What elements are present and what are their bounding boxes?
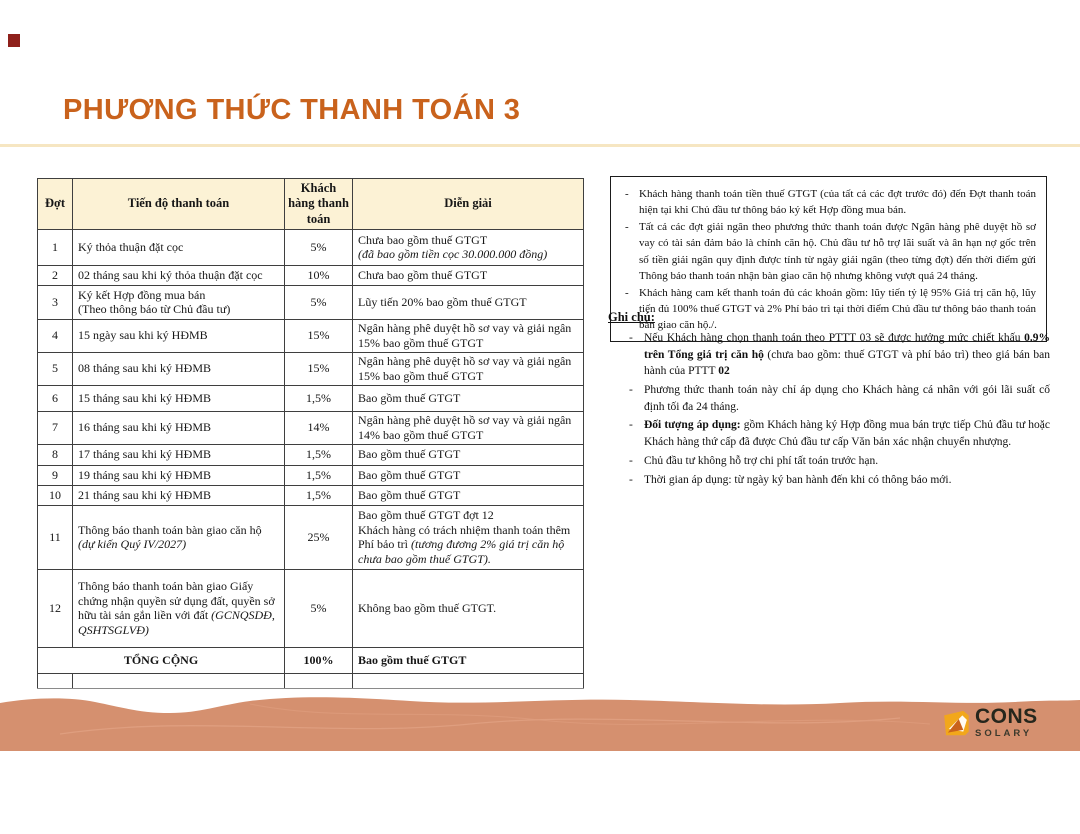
note-item: - Khách hàng cam kết thanh toán đủ các khoản gồm: lũy tiến tỷ lệ 95% Giá trị căn hộ, lũy tiến đủ 100% thuế GTGT và 2% Phí bảo trì tại thời điểm Chủ đầu tư thông báo thanh toán bàn giao căn hộ./.	[617, 285, 1036, 333]
cell-dien-giai: Ngân hàng phê duyệt hồ sơ vay và giải ngân 15% bao gồm thuế GTGT	[353, 319, 584, 352]
header-tien-do: Tiến độ thanh toán	[73, 179, 285, 230]
accent-square	[8, 34, 20, 47]
ghi-chu-section	[608, 308, 1050, 490]
payment-table	[37, 178, 584, 689]
table-row	[38, 505, 584, 569]
ghi-chu-title: Ghi chú:	[608, 310, 655, 324]
page-title: PHƯƠNG THỨC THANH TOÁN 3	[63, 94, 521, 126]
dien-giai-italic: (tương đương 2% giá trị căn hộ chưa bao gồm thuế GTGT).	[358, 537, 565, 566]
ghi-chu-text: Nếu Khách hàng chọn thanh toán theo PTTT 03 sẽ được hưởng mức chiết khấu	[644, 332, 1025, 345]
table-header-row	[38, 179, 584, 230]
cell-dot: 3	[38, 285, 73, 319]
logo-text: CONS	[975, 705, 1038, 728]
cell-percent: 5%	[285, 229, 353, 265]
cell-dien-giai: Ngân hàng phê duyệt hồ sơ vay và giải ngân 14% bao gồm thuế GTGT	[353, 411, 584, 444]
table-row	[38, 285, 584, 319]
logo-text-column	[975, 706, 1038, 739]
ghi-chu-text: (chưa bao gồm: thuế GTGT và phí bảo trì) theo giá bán ban hành của PTTT	[644, 348, 1051, 378]
dien-giai-line1: Bao gồm thuế GTGT đợt 12	[358, 508, 494, 522]
tien-do-text: Thông báo thanh toán bàn giao căn hộ	[78, 522, 262, 537]
logo-subtext: SOLARY	[975, 728, 1033, 739]
table-row	[38, 444, 584, 465]
table-row	[38, 265, 584, 285]
cell-percent: 5%	[285, 285, 353, 319]
cell-percent: 15%	[285, 352, 353, 385]
cell-dien-giai: Lũy tiến 20% bao gồm thuế GTGT	[353, 285, 584, 319]
cell-percent: 25%	[285, 505, 353, 569]
cell-dien-giai: Chưa bao gồm thuế GTGT	[353, 265, 584, 285]
cell-dien-giai: Ngân hàng phê duyệt hồ sơ vay và giải ngân 15% bao gồm thuế GTGT	[353, 352, 584, 385]
cell-tien-do: Ký thỏa thuận đặt cọc	[73, 229, 285, 265]
cell-dien-giai: Bao gồm thuế GTGT	[353, 465, 584, 485]
table-row	[38, 352, 584, 385]
cell-percent: 1,5%	[285, 385, 353, 411]
cell-dot: 4	[38, 319, 73, 352]
cell-dot: 10	[38, 485, 73, 505]
empty-cell	[285, 673, 353, 688]
cell-dien-giai	[353, 505, 584, 569]
cell-percent: 1,5%	[285, 444, 353, 465]
cell-tien-do	[73, 285, 285, 319]
cell-dien-giai: Bao gồm thuế GTGT	[353, 485, 584, 505]
ghi-chu-item: - Phương thức thanh toán này chỉ áp dụng cho Khách hàng cá nhân với gói lãi suất cố định tối đa 24 tháng.	[608, 382, 1050, 415]
total-label: TỔNG CỘNG	[38, 647, 285, 673]
cell-dot: 2	[38, 265, 73, 285]
ghi-chu-bold: 0.9% trên Tổng giá trị căn hộ	[644, 332, 1050, 361]
table-row	[38, 385, 584, 411]
logo-mark-icon	[941, 709, 971, 738]
note-item: - Khách hàng thanh toán tiền thuế GTGT (của tất cả các đợt trước đó) đến Đợt thanh toán hiện tại khi Chủ đầu tư thông báo ký kết Hợp đồng mua bán.	[617, 186, 1036, 218]
tien-do-italic: (GCNQSDĐ, QSHTSGLVĐ)	[78, 608, 275, 637]
cell-tien-do: 16 tháng sau khi ký HĐMB	[73, 411, 285, 444]
ghi-chu-item	[608, 330, 1050, 380]
cell-percent: 15%	[285, 319, 353, 352]
tien-do-italic: (dự kiến Quý IV/2027)	[78, 537, 187, 552]
cell-percent: 10%	[285, 265, 353, 285]
ghi-chu-item: - Chủ đầu tư không hỗ trợ chi phí tất toán trước hạn.	[608, 453, 1050, 470]
cell-dot: 12	[38, 569, 73, 647]
cell-dot: 9	[38, 465, 73, 485]
table-row	[38, 569, 584, 647]
ghi-chu-bold: 02	[718, 365, 730, 378]
cell-tien-do: 08 tháng sau khi ký HĐMB	[73, 352, 285, 385]
cell-dien-giai: Bao gồm thuế GTGT	[353, 444, 584, 465]
cell-tien-do	[73, 569, 285, 647]
table-row	[38, 229, 584, 265]
table-row	[38, 485, 584, 505]
cell-tien-do: 15 ngày sau khi ký HĐMB	[73, 319, 285, 352]
tien-do-line1: Ký kết Hợp đồng mua bán	[78, 287, 206, 302]
ghi-chu-item	[608, 417, 1050, 450]
dien-giai-line2: (đã bao gồm tiền cọc 30.000.000 đồng)	[358, 247, 548, 262]
dien-giai-line1: Chưa bao gồm thuế GTGT	[358, 232, 488, 247]
cell-dot: 1	[38, 229, 73, 265]
cell-percent: 14%	[285, 411, 353, 444]
cell-tien-do: 21 tháng sau khi ký HĐMB	[73, 485, 285, 505]
cell-tien-do: 19 tháng sau khi ký HĐMB	[73, 465, 285, 485]
cell-dot: 6	[38, 385, 73, 411]
cell-dot: 7	[38, 411, 73, 444]
cell-percent: 5%	[285, 569, 353, 647]
table-row	[38, 319, 584, 352]
table-row	[38, 411, 584, 444]
cell-tien-do: 15 tháng sau khi ký HĐMB	[73, 385, 285, 411]
ghi-chu-text: gồm Khách hàng ký Hợp đồng mua bán trực tiếp Chủ đầu tư hoặc Khách hàng thứ cấp đã được Chủ đầu tư cấp Văn bản xác nhận chuyển nhượng.	[644, 419, 1050, 449]
cell-dot: 5	[38, 352, 73, 385]
empty-cell	[38, 673, 73, 688]
empty-cell	[353, 673, 584, 688]
dien-giai-line2	[358, 523, 578, 567]
tien-do-text: Thông báo thanh toán bàn giao Giấy chứng nhận quyền sử dụng đất, quyền sở hữu tài sản gắn liền với đất	[78, 579, 275, 623]
cell-dot: 8	[38, 444, 73, 465]
cell-percent: 1,5%	[285, 465, 353, 485]
cell-dien-giai: Không bao gồm thuế GTGT.	[353, 569, 584, 647]
tien-do-line2: (Theo thông báo từ Chủ đầu tư)	[78, 302, 231, 317]
cell-dot: 11	[38, 505, 73, 569]
empty-cell	[73, 673, 285, 688]
cell-percent: 1,5%	[285, 485, 353, 505]
header-dot: Đợt	[38, 179, 73, 230]
brand-logo	[941, 706, 1041, 752]
total-dien-giai: Bao gồm thuế GTGT	[353, 647, 584, 673]
cell-tien-do	[73, 505, 285, 569]
cell-tien-do: 17 tháng sau khi ký HĐMB	[73, 444, 285, 465]
header-khach-hang: Khách hàng thanh toán	[285, 179, 353, 230]
dien-giai-text: Khách hàng có trách nhiệm thanh toán thêm Phí bảo trì	[358, 522, 571, 552]
cell-dien-giai	[353, 229, 584, 265]
header-dien-giai: Diễn giải	[353, 179, 584, 230]
cell-dien-giai: Bao gồm thuế GTGT	[353, 385, 584, 411]
ghi-chu-item: - Thời gian áp dụng: từ ngày ký ban hành đến khi có thông báo mới.	[608, 472, 1050, 489]
total-percent: 100%	[285, 647, 353, 673]
title-divider	[0, 144, 1080, 147]
cell-tien-do: 02 tháng sau khi ký thỏa thuận đặt cọc	[73, 265, 285, 285]
table-row	[38, 465, 584, 485]
ghi-chu-bold: Đối tượng áp dụng:	[644, 419, 741, 432]
note-item: - Tất cả các đợt giải ngân theo phương thức thanh toán được Ngân hàng phê duyệt hồ sơ vay có tài sản đảm bảo là chính căn hộ. Chủ đầu tư hỗ trợ lãi suất và ân hạn nợ gốc trên số tiền giải ngân quy định được tính từ ngày giải ngân (theo từng đợt) đến thời điểm gửi Thông báo thanh toán nhận bàn giao căn hộ nhưng không vượt quá 24 tháng.	[617, 219, 1036, 284]
payment-table-container	[37, 178, 584, 689]
table-empty-row	[38, 673, 584, 688]
table-total-row	[38, 647, 584, 673]
footer-wave-band	[0, 694, 1080, 758]
